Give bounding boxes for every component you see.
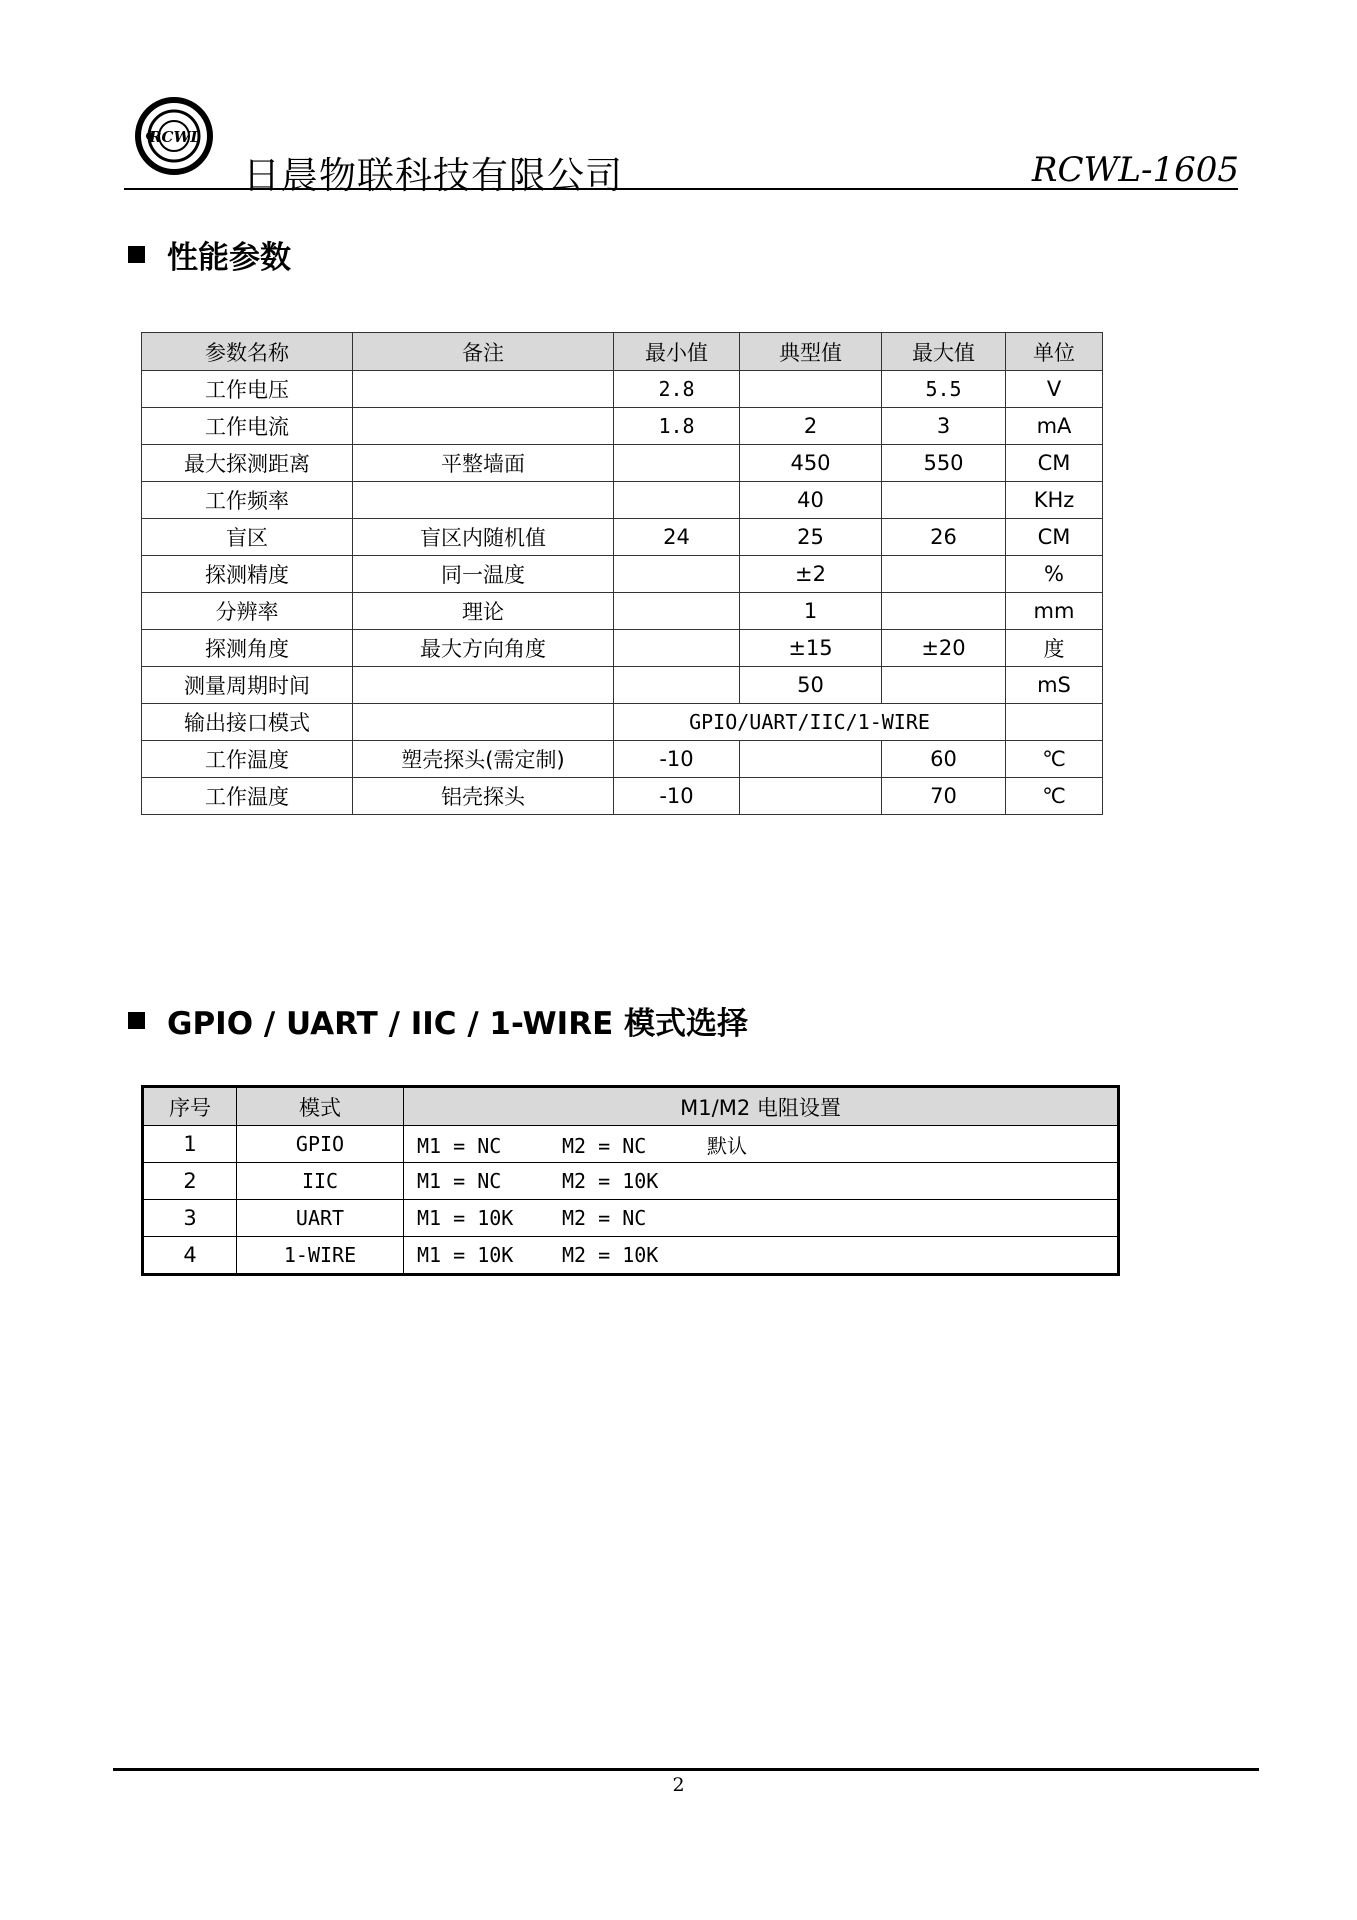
mode-number: 2 xyxy=(143,1163,237,1200)
param-min: 1.8 xyxy=(614,408,740,445)
mode-number: 4 xyxy=(143,1237,237,1275)
param-note: 铝壳探头 xyxy=(353,778,614,815)
param-note: 最大方向角度 xyxy=(353,630,614,667)
param-min xyxy=(614,667,740,704)
param-unit: V xyxy=(1006,371,1103,408)
table-row xyxy=(142,778,1103,815)
table-row xyxy=(142,519,1103,556)
param-max: 70 xyxy=(882,778,1006,815)
param-name: 探测精度 xyxy=(142,556,353,593)
param-name: 工作频率 xyxy=(142,482,353,519)
mode-number: 3 xyxy=(143,1200,237,1237)
column-header: 参数名称 xyxy=(142,333,353,371)
table-row xyxy=(142,741,1103,778)
table-row xyxy=(142,482,1103,519)
mode-name: IIC xyxy=(237,1163,404,1200)
mode-name: GPIO xyxy=(237,1126,404,1163)
table-row xyxy=(142,445,1103,482)
mode-select-table xyxy=(141,1085,1120,1276)
param-note: 同一温度 xyxy=(353,556,614,593)
mode-name: 1-WIRE xyxy=(237,1237,404,1275)
param-name: 输出接口模式 xyxy=(142,704,353,741)
section-heading-performance xyxy=(128,232,291,277)
mode-note: 默认 xyxy=(707,1133,747,1158)
param-max: 60 xyxy=(882,741,1006,778)
param-unit xyxy=(1006,704,1103,741)
table-row xyxy=(142,667,1103,704)
param-typ: 1 xyxy=(740,593,882,630)
param-min xyxy=(614,482,740,519)
param-max xyxy=(882,667,1006,704)
model-number: RCWL-1605 xyxy=(1031,150,1239,190)
param-unit: CM xyxy=(1006,519,1103,556)
table-row xyxy=(142,408,1103,445)
param-min xyxy=(614,630,740,667)
resistor-setting xyxy=(404,1200,1119,1237)
table-header-row xyxy=(143,1087,1119,1126)
company-logo xyxy=(134,96,214,176)
table-row xyxy=(143,1163,1119,1200)
param-note: 理论 xyxy=(353,593,614,630)
param-max: 26 xyxy=(882,519,1006,556)
param-min: 24 xyxy=(614,519,740,556)
m1-setting: M1 = 10K xyxy=(417,1243,514,1267)
param-min: -10 xyxy=(614,741,740,778)
mode-number: 1 xyxy=(143,1126,237,1163)
param-typ: ±15 xyxy=(740,630,882,667)
param-note xyxy=(353,704,614,741)
company-name: 日晨物联科技有限公司 xyxy=(243,154,623,197)
param-note: 塑壳探头(需定制) xyxy=(353,741,614,778)
param-note xyxy=(353,482,614,519)
table-row xyxy=(142,630,1103,667)
table-row xyxy=(142,593,1103,630)
param-unit: 度 xyxy=(1006,630,1103,667)
param-max: 5.5 xyxy=(882,371,1006,408)
param-unit: mS xyxy=(1006,667,1103,704)
param-note xyxy=(353,408,614,445)
m2-setting: M2 = NC xyxy=(562,1133,647,1158)
param-min xyxy=(614,445,740,482)
param-name: 分辨率 xyxy=(142,593,353,630)
column-header: 典型值 xyxy=(740,333,882,371)
m2-setting: M2 = 10K xyxy=(562,1243,659,1267)
bullet-square-icon xyxy=(128,1012,145,1029)
param-note: 平整墙面 xyxy=(353,445,614,482)
param-typ xyxy=(740,741,882,778)
table-row xyxy=(142,371,1103,408)
table-row xyxy=(143,1237,1119,1275)
m1-setting: M1 = NC xyxy=(417,1169,502,1193)
m1-setting: M1 = NC xyxy=(417,1133,502,1158)
param-name: 测量周期时间 xyxy=(142,667,353,704)
param-min xyxy=(614,593,740,630)
param-note xyxy=(353,371,614,408)
section-title: GPIO / UART / IIC / 1-WIRE 模式选择 xyxy=(167,1006,749,1042)
param-typ: 2 xyxy=(740,408,882,445)
param-max: ±20 xyxy=(882,630,1006,667)
m1-setting: M1 = 10K xyxy=(417,1206,514,1230)
resistor-setting xyxy=(404,1126,1119,1163)
param-name: 工作电压 xyxy=(142,371,353,408)
param-name: 工作温度 xyxy=(142,741,353,778)
column-header: 备注 xyxy=(353,333,614,371)
param-typ: 25 xyxy=(740,519,882,556)
table-row xyxy=(143,1200,1119,1237)
m2-setting: M2 = NC xyxy=(562,1206,647,1230)
m2-setting: M2 = 10K xyxy=(562,1169,659,1193)
bullet-square-icon xyxy=(128,246,145,263)
section-title: 性能参数 xyxy=(167,240,291,276)
param-max xyxy=(882,556,1006,593)
param-note: 盲区内随机值 xyxy=(353,519,614,556)
table-header-row xyxy=(142,333,1103,371)
column-header: M1/M2 电阻设置 xyxy=(404,1087,1119,1126)
param-min: -10 xyxy=(614,778,740,815)
param-name: 探测角度 xyxy=(142,630,353,667)
column-header: 模式 xyxy=(237,1087,404,1126)
mode-name: UART xyxy=(237,1200,404,1237)
table-row xyxy=(143,1126,1119,1163)
section-heading-mode-select xyxy=(128,998,748,1043)
performance-table xyxy=(141,332,1103,815)
table-row xyxy=(142,556,1103,593)
param-unit: ℃ xyxy=(1006,778,1103,815)
param-max xyxy=(882,593,1006,630)
param-unit: CM xyxy=(1006,445,1103,482)
column-header: 最大值 xyxy=(882,333,1006,371)
param-max: 550 xyxy=(882,445,1006,482)
param-unit: mm xyxy=(1006,593,1103,630)
column-header: 序号 xyxy=(143,1087,237,1126)
output-interface-value: GPIO/UART/IIC/1-WIRE xyxy=(614,704,1006,741)
header-rule xyxy=(124,188,1238,190)
logo-text: RCWL xyxy=(149,128,201,146)
column-header: 最小值 xyxy=(614,333,740,371)
param-note xyxy=(353,667,614,704)
param-name: 盲区 xyxy=(142,519,353,556)
param-unit: mA xyxy=(1006,408,1103,445)
param-typ: 450 xyxy=(740,445,882,482)
param-typ: ±2 xyxy=(740,556,882,593)
param-typ xyxy=(740,778,882,815)
param-unit: KHz xyxy=(1006,482,1103,519)
param-name: 最大探测距离 xyxy=(142,445,353,482)
param-name: 工作温度 xyxy=(142,778,353,815)
table-row xyxy=(142,704,1103,741)
param-typ: 40 xyxy=(740,482,882,519)
column-header: 单位 xyxy=(1006,333,1103,371)
page-number: 2 xyxy=(672,1774,685,1796)
resistor-setting xyxy=(404,1163,1119,1200)
param-unit: ℃ xyxy=(1006,741,1103,778)
param-max xyxy=(882,482,1006,519)
param-min: 2.8 xyxy=(614,371,740,408)
param-typ: 50 xyxy=(740,667,882,704)
param-name: 工作电流 xyxy=(142,408,353,445)
param-min xyxy=(614,556,740,593)
param-typ xyxy=(740,371,882,408)
resistor-setting xyxy=(404,1237,1119,1275)
param-unit: % xyxy=(1006,556,1103,593)
param-max: 3 xyxy=(882,408,1006,445)
